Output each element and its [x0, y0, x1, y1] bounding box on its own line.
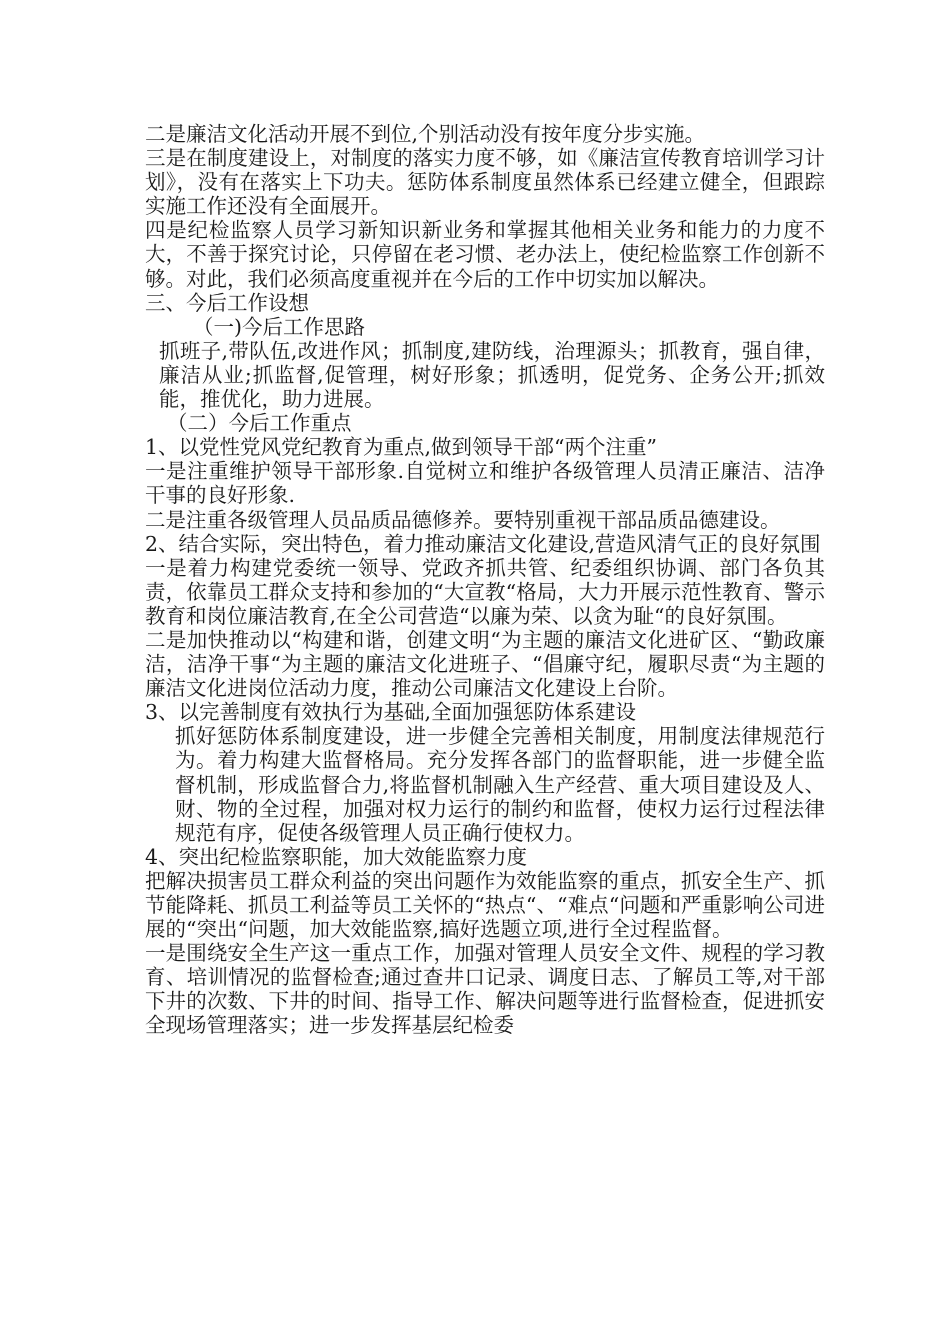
paragraph-4: 抓班子,带队伍,改进作风；抓制度,建防线，治理源头；抓教育，强自律，廉洁从业;抓监督,促管理，树好形象；抓透明，促党务、企务公开;抓效能，推优化，助力进展。: [159, 338, 825, 412]
paragraph-9: 抓好惩防体系制度建设，进一步健全完善相关制度，用制度法律规范行为。着力构建大监督格局。充分发挥各部门的监督职能，进一步健全监督机制，形成监督合力,将监督机制融入生产经营、重大项目建设及人、财、物的全过程，加强对权力运行的制约和监督，使权力运行过程法律规范有序，促使各级管理人员正确行使权力。: [175, 724, 825, 845]
item-heading-2: 2、结合实际，突出特色，着力推动廉洁文化建设,营造风清气正的良好氛围: [145, 531, 821, 556]
paragraph-11: 一是围绕安全生产这一重点工作，加强对管理人员安全文件、规程的学习教育、培训情况的监督检查;通过查井口记录、调度日志、了解员工等,对干部下井的次数、下井的时间、指导工作、解决问题等进行监督检查，促进抓安全现场管理落实；进一步发挥基层纪检委: [145, 941, 825, 1038]
paragraph-6: 二是注重各级管理人员品质品德修养。要特别重视干部品质品德建设。: [145, 507, 781, 532]
paragraph-5: 一是注重维护领导干部形象.自觉树立和维护各级管理人员清正廉洁、洁净干事的良好形象.: [145, 459, 825, 508]
paragraph-2: 三是在制度建设上，对制度的落实力度不够，如《廉洁宣传教育培训学习计划》，没有在落实上下功夫。惩防体系制度虽然体系已经建立健全，但跟踪实施工作还没有全面展开。: [145, 146, 825, 219]
subsection-heading-1: （一)今后工作思路: [193, 314, 365, 339]
paragraph-10: 把解决损害员工群众利益的突出问题作为效能监察的重点，抓安全生产、抓节能降耗、抓员工利益等员工关怀的“热点“、“难点“问题和严重影响公司进展的“突出“问题，加大效能监察,搞好选题立项,进行全过程监督。: [145, 868, 825, 942]
paragraph-3: 四是纪检监察人员学习新知识新业务和掌握其他相关业务和能力的力度不大，不善于探究讨论，只停留在老习惯、老办法上，使纪检监察工作创新不够。对此，我们必须高度重视并在今后的工作中切实加以解决。: [145, 218, 825, 291]
document-body: [145, 122, 825, 1038]
paragraph-7: 一是着力构建党委统一领导、党政齐抓共管、纪委组织协调、部门各负其责，依靠员工群众支持和参加的“大宣教“格局，大力开展示范性教育、警示教育和岗位廉洁教育,在全公司营造“以廉为荣、以贪为耻“的良好氛围。: [145, 555, 825, 628]
subsection-heading-2: （二）今后工作重点: [167, 411, 352, 436]
item-heading-1: 1、以党性党风党纪教育为重点,做到领导干部“两个注重”: [145, 435, 658, 460]
item-heading-3: 3、以完善制度有效执行为基础,全面加强惩防体系建设: [145, 700, 637, 725]
paragraph-1: 二是廉洁文化活动开展不到位,个别活动没有按年度分步实施。: [145, 122, 706, 146]
item-heading-4: 4、突出纪检监察职能，加大效能监察力度: [145, 844, 528, 869]
section-heading: 三、今后工作设想: [145, 290, 309, 315]
paragraph-8: 二是加快推动以“构建和谐，创建文明“为主题的廉洁文化进矿区、“勤政廉洁，洁净干事“为主题的廉洁文化进班子、“倡廉守纪，履职尽责“为主题的廉洁文化进岗位活动力度，推动公司廉洁文化建设上台阶。: [145, 627, 825, 701]
